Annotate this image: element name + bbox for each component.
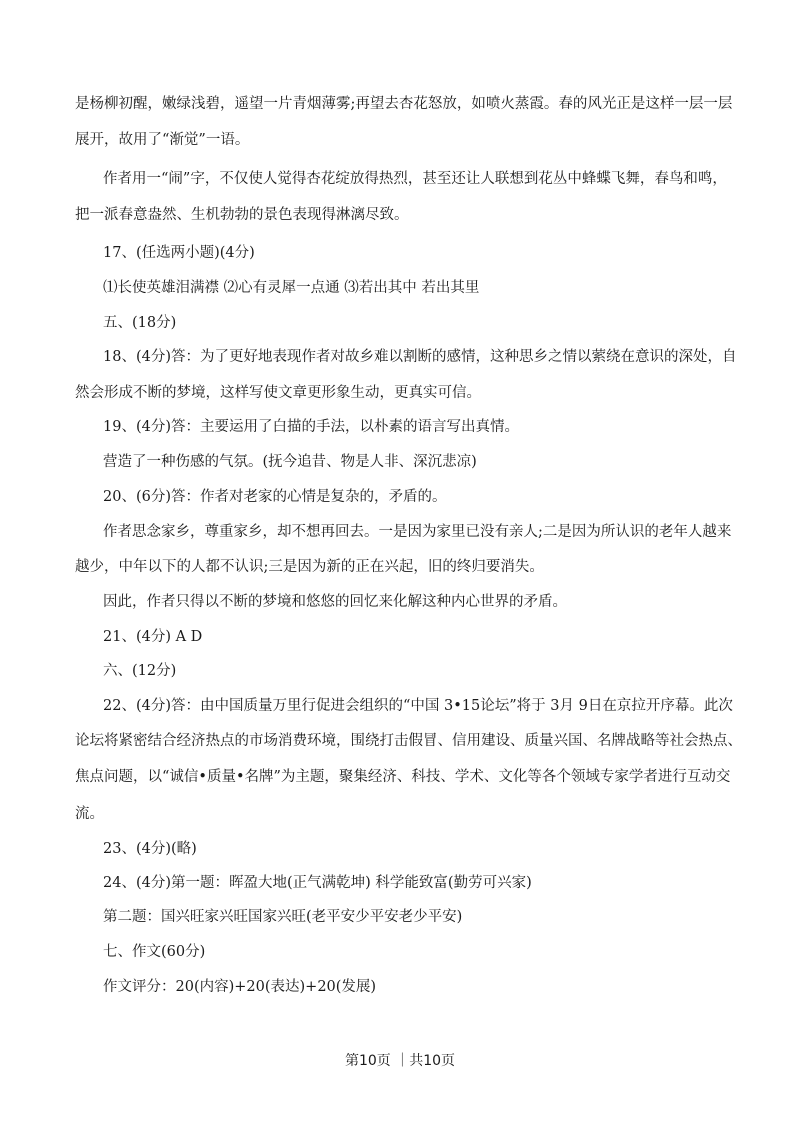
text-line: 因此，作者只得以不断的梦境和悠悠的回忆来化解这种内心世界的矛盾。 <box>103 594 567 610</box>
text-line: 作者用一“闹”字，不仅使人觉得杏花绽放得热烈，甚至还让人联想到花丛中蜂蝶飞舞，春鸟和鸣， <box>103 171 727 187</box>
section-heading: 五、(18分) <box>103 315 177 331</box>
text-line: 作文评分：20(内容)+20(表达)+20(发展) <box>103 979 377 995</box>
text-line: 越少，中年以下的人都不认识;三是因为新的正在兴起，旧的终归要消失。 <box>75 559 544 575</box>
answer-heading: 23、(4分)(略) <box>103 841 197 857</box>
section-heading: 六、(12分) <box>103 663 177 679</box>
answer-heading: 18、(4分)答：为了更好地表现作者对故乡难以割断的感情，这种思乡之情以萦绕在意识的深处，自 <box>103 349 737 365</box>
section-heading: 七、作文(60分) <box>103 944 206 960</box>
text-line: 然会形成不断的梦境，这样写使文章更形象生动，更真实可信。 <box>75 385 481 401</box>
answer-heading: 19、(4分)答：主要运用了白描的手法，以朴素的语言写出真情。 <box>103 419 519 435</box>
answer-heading: 17、(任选两小题)(4分) <box>103 245 255 261</box>
text-line: 把一派春意盎然、生机勃勃的景色表现得淋漓尽致。 <box>75 207 409 223</box>
text-line: 展开，故用了“渐觉”一语。 <box>75 132 250 148</box>
text-line: 作者思念家乡，尊重家乡，却不想再回去。一是因为家里已没有亲人;二是因为所认识的老年人越来 <box>103 524 732 540</box>
text-line: ⑴长使英雄泪满襟 ⑵心有灵犀一点通 ⑶若出其中 若出其里 <box>103 280 480 296</box>
answer-heading: 20、(6分)答：作者对老家的心情是复杂的，矛盾的。 <box>103 489 447 505</box>
text-line: 第二题：国兴旺家兴旺国家兴旺(老平安少平安老少平安) <box>103 909 463 925</box>
text-line: 论坛将紧密结合经济热点的市场消费环境，围绕打击假冒、信用建设、质量兴国、名牌战略等社会热点、 <box>75 733 742 749</box>
text-line: 流。 <box>75 806 104 822</box>
answer-heading: 24、(4分)第一题：晖盈大地(正气满乾坤) 科学能致富(勤劳可兴家) <box>103 875 532 891</box>
answer-heading: 21、(4分) A D <box>103 629 203 645</box>
text-line: 营造了一种伤感的气氛。(抚今追昔、物是人非、深沉悲凉) <box>103 454 477 470</box>
text-line: 焦点问题，以“诚信•质量•名牌”为主题，聚集经济、科技、学术、文化等各个领域专家学者进行互动交 <box>75 769 731 785</box>
answer-heading: 22、(4分)答：由中国质量万里行促进会组织的“中国 3•15论坛”将于 3月 9日在京拉开序幕。此次 <box>103 698 733 714</box>
text-line: 是杨柳初醒，嫩绿浅碧，遥望一片青烟薄雾;再望去杏花怒放，如喷火蒸霞。春的风光正是这样一层一层 <box>75 96 733 112</box>
page-number: 第10页 ｜共10页 <box>344 1053 456 1069</box>
